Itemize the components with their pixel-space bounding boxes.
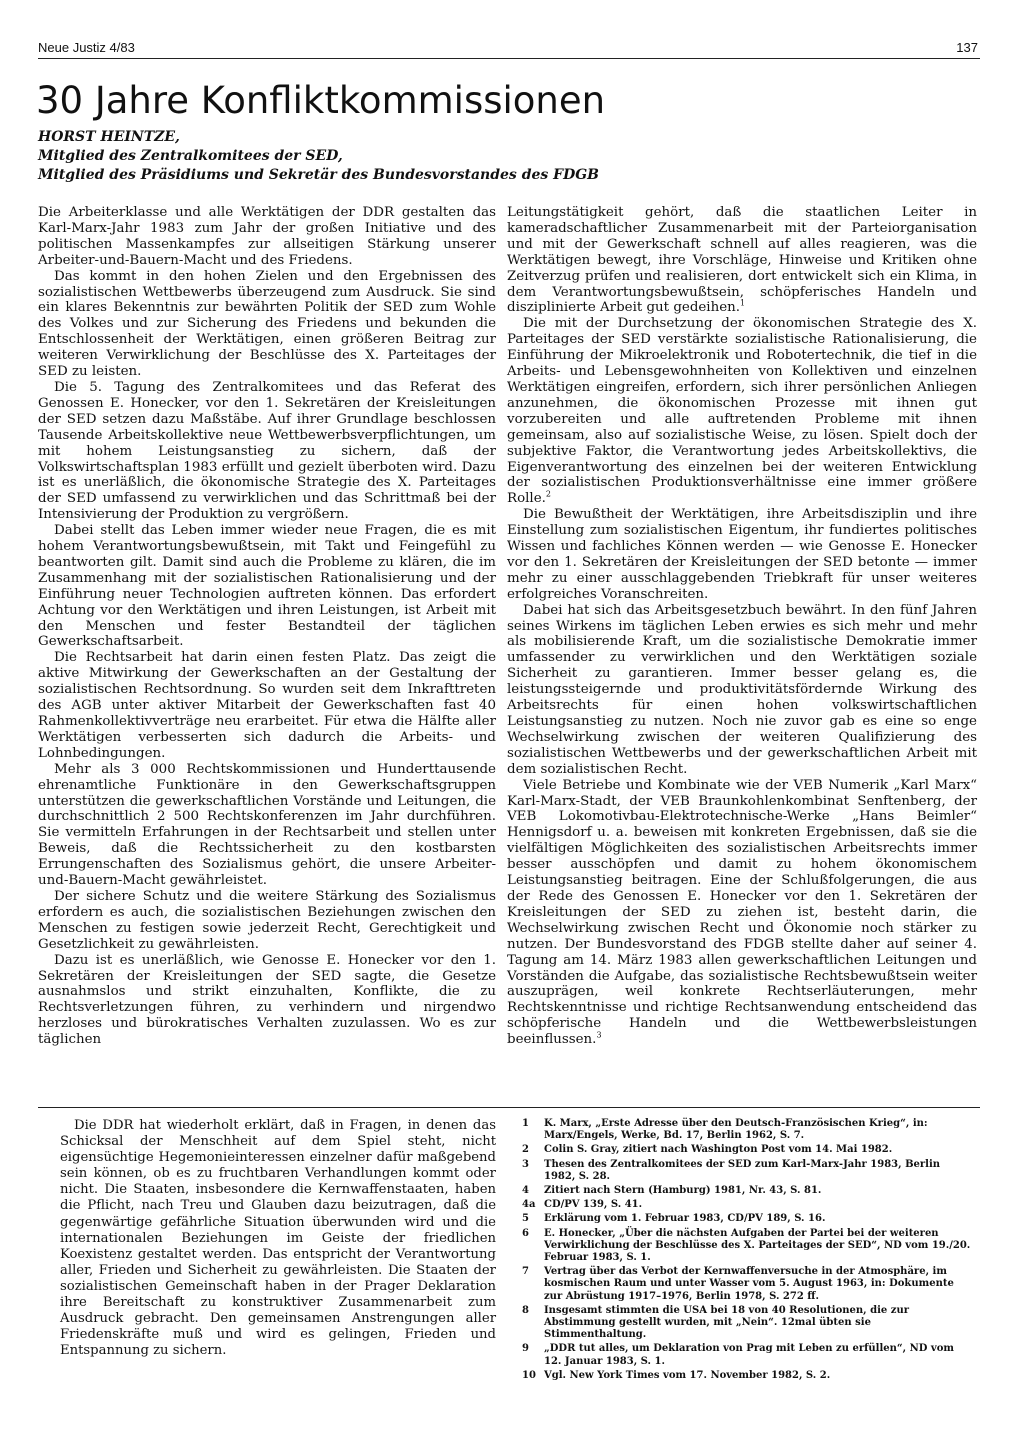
section-separator <box>38 1107 980 1108</box>
footnote-text: Vertrag über das Verbot der Kernwaffenversuche in der Atmosphäre, im kosmischen Raum und unter Wasser vom 5. August 1963, in: Dokumente zur Abrüstung 1917–1976, Berlin 1978, S. 272 ff. <box>544 1266 954 1302</box>
footnote <box>522 1343 974 1367</box>
footnote <box>522 1185 974 1197</box>
footnote-text: Colin S. Gray, zitiert nach Washington Post vom 14. Mai 1982. <box>544 1144 893 1156</box>
footnote-ref[interactable]: 2 <box>545 489 551 499</box>
paragraph: Mehr als 3 000 Rechtskommissionen und Hunderttausende ehrenamtliche Funktionäre in den Gewerkschaftsgruppen unterstützen die gewerkschaftlichen Vorstände und Leitungen, die durchschnittlich 2 500 Rechtskonferenzen im Jahr durchführen. Sie vermitteln Erfahrungen in der Rechtsarbeit und stellen unter Beweis, daß die Rechtssicherheit zu den kostbarsten Errungenschaften des Sozialismus gehört, die unsere Arbeiter-und-Bauern-Macht gewährleistet. <box>38 761 496 889</box>
left-column <box>38 205 496 1048</box>
article-title: 30 Jahre Konfliktkommissionen <box>36 79 606 122</box>
journal-issue: Neue Justiz 4/83 <box>38 40 135 55</box>
footnote-text: „DDR tut alles, um Deklaration von Prag mit Leben zu erfüllen“, ND vom 12. Januar 1983, S. 1. <box>544 1343 954 1367</box>
boxed-text <box>60 1118 496 1359</box>
paragraph: Dabei hat sich das Arbeitsgesetzbuch bewährt. In den fünf Jahren seines Wirkens im täglichen Leben erwies es sich mehr und mehr als mobilisierende Kraft, um die sozialistische Demokratie immer umfassender zu verwirklichen und den Werktätigen soziale Sicherheit zu garantieren. Immer besser gelang es, die leistungssteigernde und produktivitätsfördernde Wirkung des Arbeitsrechts für einen hohen volkswirtschaftlichen Leistungsanstieg zu nutzen. Noch nie zuvor gab es eine so enge Wechselwirkung zwischen der weiteren Qualifizierung des sozialistischen Wettbewerbs und der gewerkschaftlichen Arbeit mit dem sozialistischen Recht. <box>507 602 977 777</box>
footnote-text: Thesen des Zentralkomitees der SED zum Karl-Marx-Jahr 1983, Berlin 1982, S. 28. <box>544 1158 941 1182</box>
paragraph <box>507 778 977 1048</box>
paragraph: Dazu ist es unerläßlich, wie Genosse E. Honecker vor den 1. Sekretären der Kreisleitungen der SED sagte, die Gesetze ausnahmslos und strikt einzuhalten, Konflikte, die zu Rechtsverletzungen führen, zu verhindern und nirgendwo herzloses und bürokratisches Verhalten zuzulassen. Wo es zur täglichen <box>38 952 496 1048</box>
footnote-number: 6 <box>522 1227 529 1239</box>
paragraph-text: Die mit der Durchsetzung der ökonomischen Strategie des X. Parteitages der SED verstärkte sozialistische Rationalisierung, die Einführung der Mikroelektronik und Robotertechnik, die tief in die Arbeits- und Lebensgewohnheiten von Kollektiven und einzelnen Werktätigen eingreifen, erfordern, sich ihrer persönlichen Anliegen anzunehmen, die ökonomischen Prozesse mit ihnen gut vorzubereiten und alle auftretenden Probleme mit ihnen gemeinsam, also auf sozialistische Weise, zu lösen. Spielt doch der subjektive Faktor, die Verantwortung jedes Arbeitskollektivs, die Eigenverantwortung des einzelnen bei der weiteren Entwicklung der sozialistischen Produktionsverhältnisse eine immer größere Rolle. <box>507 316 977 507</box>
footnotes <box>522 1118 974 1384</box>
paragraph-text: Leitungstätigkeit gehört, daß die staatlichen Leiter in kameradschaftlicher Zusammenarbeit mit der Parteiorganisation und mit der Gewerkschaft schnell auf alles reagieren, was die Werktätigen bewegt, ihre Vorschläge, Hinweise und Kritiken ohne Zeitverzug prüfen und realisieren, dort entwickelt sich ein Klima, in dem Verantwortungsbewußtsein, schöpferisches Handeln und disziplinierte Arbeit gut gedeihen. <box>507 205 977 316</box>
footnote-text: Vgl. New York Times vom 17. November 1982, S. 2. <box>544 1369 831 1381</box>
paragraph <box>507 205 977 316</box>
author-role-2: Mitglied des Präsidiums und Sekretär des Bundesvorstandes des FDGB <box>38 167 600 183</box>
footnote-text: Zitiert nach Stern (Hamburg) 1981, Nr. 43, S. 81. <box>544 1185 822 1197</box>
footnote <box>522 1370 974 1382</box>
paragraph: Die DDR hat wiederholt erklärt, daß in Fragen, in denen das Schicksal der Menschheit auf dem Spiel steht, nicht eigensüchtige Hegemonieinteressen einzelner dafür maßgebend sein können, ob es zu fruchtbaren Verhandlungen kommt oder nicht. Die Staaten, insbesondere die Kernwaffenstaaten, haben die Pflicht, nach Treu und Glauben dazu beizutragen, daß die gegenwärtige gefährliche Situation überwunden wird und die internationalen Beziehungen im Geiste der friedlichen Koexistenz gestaltet werden. Das entspricht der Verantwortung aller, Frieden und Sicherheit zu gewährleisten. Die Staaten der sozialistischen Gemeinschaft haben in der Prager Deklaration ihre Bereitschaft zu konstruktiver Zusammenarbeit zum Ausdruck gebracht. Den gemeinsamen Anstrengungen aller Friedenskräfte muß und wird es gelingen, Frieden und Entspannung zu sichern. <box>60 1118 496 1359</box>
paragraph <box>507 316 977 507</box>
footnote-number: 4a <box>522 1199 536 1211</box>
paragraph: Die Rechtsarbeit hat darin einen festen Platz. Das zeigt die aktive Mitwirkung der Gewerkschaften an der Gestaltung der sozialistischen Rechtsordnung. So wurden seit dem Inkrafttreten des AGB unter aktiver Mitarbeit der Gewerkschaften fast 40 Rahmenkollektivverträge neu erarbeitet. Für etwa die Hälfte aller Werktätigen verbesserten sich dadurch die Arbeits- und Lohnbedingungen. <box>38 650 496 761</box>
footnote <box>522 1118 974 1142</box>
footnote-text: Insgesamt stimmten die USA bei 18 von 40 Resolutionen, die zur Abstimmung gestellt wurden, mit „Nein“. 12mal übten sie Stimmenthaltung. <box>544 1304 909 1341</box>
footnote-number: 2 <box>522 1144 529 1156</box>
right-column <box>507 205 977 1048</box>
page-number: 137 <box>956 40 978 55</box>
paragraph: Die Bewußtheit der Werktätigen, ihre Arbeitsdisziplin und ihre Einstellung zum sozialistischen Eigentum, ihr fundiertes politisches Wissen und fachliches Können werden — wie Genosse E. Honecker vor den 1. Sekretären der Kreisleitungen der SED betonte — immer mehr zu einer ausschlaggebenden Triebkraft für unser weiteres erfolgreiches Voranschreiten. <box>507 507 977 602</box>
byline <box>38 128 938 185</box>
footnote-ref[interactable]: 1 <box>740 298 746 308</box>
paragraph: Die Arbeiterklasse und alle Werktätigen der DDR gestalten das Karl-Marx-Jahr 1983 zum Jahr der großen Initiative und des politischen Massenkampfes zur allseitigen Stärkung unserer Arbeiter-und-Bauern-Macht und des Friedens. <box>38 205 496 268</box>
footnote-number: 9 <box>522 1343 529 1355</box>
running-head <box>38 40 978 58</box>
footnote-number: 7 <box>522 1266 529 1278</box>
footnote <box>522 1144 974 1156</box>
footnote-number: 8 <box>522 1304 529 1316</box>
paragraph: Das kommt in den hohen Zielen und den Ergebnissen des sozialistischen Wettbewerbs überzeugend zum Ausdruck. Sie sind ein klares Bekenntnis zur bewährten Politik der SED zum Wohle des Volkes und zur Sicherung des Friedens und bekunden die Entschlossenheit der Werktätigen, einen größeren Beitrag zur weiteren Verwirklichung der Beschlüsse des X. Parteitages der SED zu leisten. <box>38 268 496 380</box>
footnote <box>522 1266 974 1303</box>
footnote-text: CD/PV 139, S. 41. <box>544 1199 643 1211</box>
paragraph: Die 5. Tagung des Zentralkomitees und das Referat des Genossen E. Honecker, vor den 1. Sekretären der Kreisleitungen der SED setzen dazu Maßstäbe. Auf ihrer Grundlage beschlossen Tausende Arbeitskollektive neue Wettbewerbsverpflichtungen, um mit hohem Leistungsanstieg zu sichern, daß der Volkswirtschaftsplan 1983 erfüllt und gezielt überboten wird. Dazu ist es unerläßlich, die ökonomische Strategie des X. Parteitages der SED umfassend zu verwirklichen und das Schrittmaß bei der Intensivierung der Produktion zu vergrößern. <box>38 379 496 523</box>
header-rule <box>38 58 980 59</box>
footnote-number: 4 <box>522 1185 529 1197</box>
footnote <box>522 1213 974 1225</box>
footnote-text: Erklärung vom 1. Februar 1983, CD/PV 189, S. 16. <box>544 1213 826 1225</box>
footnote-number: 5 <box>522 1213 529 1225</box>
footnote <box>522 1199 974 1211</box>
footnote-number: 1 <box>522 1118 529 1129</box>
paragraph: Der sichere Schutz und die weitere Stärkung des Sozialismus erfordern es auch, die sozialistischen Beziehungen zwischen den Menschen zu festigen sowie jederzeit Recht, Gerechtigkeit und Gesetzlichkeit zu gewährleisten. <box>38 888 496 952</box>
footnote-text: K. Marx, „Erste Adresse über den Deutsch-Französischen Krieg“, in: Marx/Engels, Werke, Bd. 17, Berlin 1962, S. 7. <box>544 1118 928 1142</box>
paragraph-text: Viele Betriebe und Kombinate wie der VEB Numerik „Karl Marx“ Karl-Marx-Stadt, der VEB Braunkohlenkombinat Senftenberg, der VEB Lokomotivbau-Elektrotechnische-Werke „Hans Beimler“ Hennigsdorf u. a. beweisen mit konkreten Ergebnissen, daß sie die vielfältigen Möglichkeiten des sozialistischen Arbeitsrechts immer besser ausschöpfen und damit zu hohem ökonomischem Leistungsanstieg beitragen. Eine der Schlußfolgerungen, die aus der Rede des Genossen E. Honecker vor den 1. Sekretären der Kreisleitungen der SED zu ziehen ist, besteht darin, die Wechselwirkung zwischen Recht und Ökonomie noch stärker zu nutzen. Der Bundesvorstand des FDGB stellte daher auf seiner 4. Tagung am 14. März 1983 allen gewerkschaftlichen Leitungen und Vorständen die Aufgabe, das sozialistische Rechtsbewußtsein weiter auszuprägen, weil konkrete Rechtserläuterungen, mehr Rechtskenntnisse und richtige Rechtsanwendung entscheidend das schöpferische Handeln und die Wettbewerbsleistungen beeinflussen. <box>507 777 977 1048</box>
footnote <box>522 1159 974 1183</box>
paragraph: Dabei stellt das Leben immer wieder neue Fragen, die es mit hohem Verantwortungsbewußtsein, mit Takt und Feingefühl zu beantworten gilt. Damit sind auch die Probleme zu klären, die im Zusammenhang mit der sozialistischen Rationalisierung und der Einführung neuer Technologien auftreten können. Das erfordert Achtung vor den Werktätigen und ihren Leistungen, ist Arbeit mit den Menschen und fester Bestandteil der täglichen Gewerkschaftsarbeit. <box>38 523 496 650</box>
author-name: HORST HEINTZE, <box>38 129 180 145</box>
author-role-1: Mitglied des Zentralkomitees der SED, <box>38 148 343 164</box>
footnote-number: 10 <box>522 1369 536 1381</box>
footnote <box>522 1228 974 1265</box>
footnote-number: 3 <box>522 1158 529 1170</box>
footnote-ref[interactable]: 3 <box>596 1030 602 1040</box>
footnote-text: E. Honecker, „Über die nächsten Aufgaben der Partei bei der weiteren Verwirklichung der Beschlüsse des X. Parteitages der SED“, ND vom 19./20. Februar 1983, S. 1. <box>544 1227 971 1264</box>
footnote <box>522 1305 974 1342</box>
